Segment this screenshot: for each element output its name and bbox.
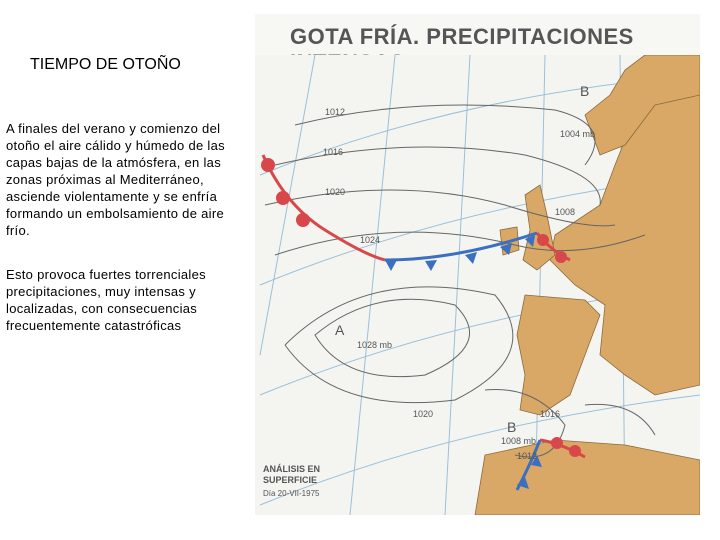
intro-paragraph: A finales del verano y comienzo del otoño el aire cálido y húmedo de las capas bajas de la atmósfera, en las zonas próximas al Mediterráneo, asciende violentamente y se enfría formando un embolsamiento de aire frío. xyxy=(6,121,225,238)
isobar-1008-label: 1008 xyxy=(555,207,576,217)
weather-map xyxy=(255,55,700,515)
isobar-1012-label: 1012 xyxy=(325,107,346,117)
isobar-1004-label: 1004 mb xyxy=(560,129,596,139)
isobar-1008-south-label: 1008 mb xyxy=(501,436,537,446)
analysis-date: Día 20-VII-1975 xyxy=(263,489,320,498)
low-pressure-north-label: B xyxy=(580,83,590,99)
slide-title: TIEMPO DE OTOÑO xyxy=(30,56,181,73)
low-pressure-south-label: B xyxy=(507,419,517,435)
isobar-1020-south-label: 1020 xyxy=(413,409,434,419)
isobar-1028-label: 1028 mb xyxy=(357,340,393,350)
analysis-label-line1: ANÁLISIS EN xyxy=(263,464,321,474)
isobar-1024-label: 1024 xyxy=(360,235,381,245)
isobar-1016-label: 1016 xyxy=(323,147,344,157)
map-title: GOTA FRÍA. PRECIPITACIONES xyxy=(290,24,634,49)
isobar-1012-south-label: 1012 xyxy=(517,451,538,461)
consequences-paragraph: Esto provoca fuertes torrenciales precipitaciones, muy intensas y localizadas, con consecuencias frecuentemente catastróficas xyxy=(6,267,206,333)
high-pressure-label: A xyxy=(335,322,345,338)
analysis-label-line2: SUPERFICIE xyxy=(263,475,318,485)
isobar-1016-south-label: 1016 xyxy=(540,409,561,419)
isobar-1020-west-label: 1020 xyxy=(325,187,346,197)
